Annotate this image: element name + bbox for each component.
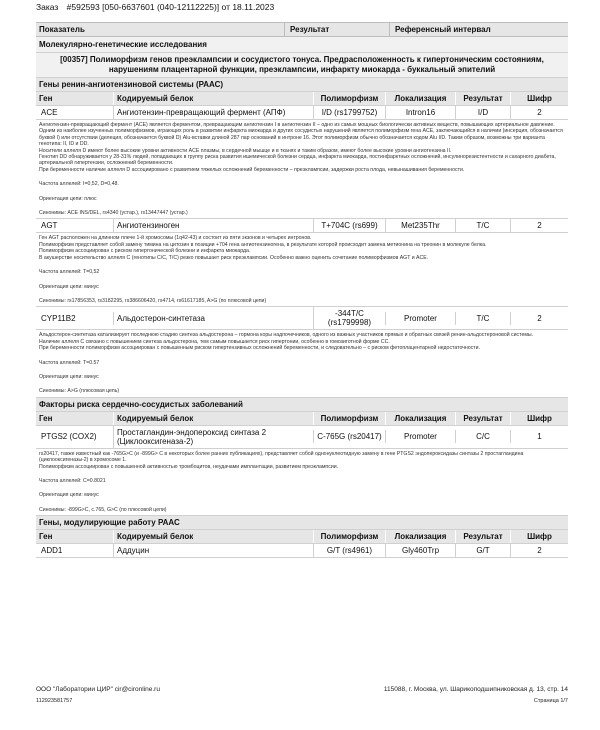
section-title: Молекулярно-генетические исследования: [36, 37, 568, 53]
gene-gene: ADD1: [41, 546, 63, 556]
order-line: [36, 2, 274, 12]
description-paragraph: Одним из наиболее изученных полиморфизмов, играющих роль в развитии инфаркта миокарда и других сосудистых нарушений является полиморфизм гена ACE, заключающийся в наличии (инсерция, обозначается буквой I) или отсутствии (делеция, обозначается буквой D) Alu-вставки длиной 287 пар оснований в интроне 16. Этот полиморфизм обычно обозначается кодом Alu I/D. Таким образом, возможны три варианта генотипа: II, ID и DD.: [39, 128, 563, 148]
allele-frequency: Частота аллелей: T=0,52: [39, 269, 100, 276]
gene-result: C/C: [455, 430, 510, 443]
spacer: [39, 499, 565, 507]
description-paragraph: Генотип DD обнаруживается у 28-31% людей, попадающих в группу риска развития ишемической болезни сердца, инфаркта миокарда, постинфарктных осложнений, инсулинорезистентности и сахарного диабета, артериальной гипертензии, осложнений беременности.: [39, 154, 556, 167]
spacer: [39, 470, 565, 478]
gene-polymorphism: C-765G (rs20417): [313, 430, 385, 443]
gene-groups: [36, 78, 568, 558]
gene-row: [36, 219, 568, 233]
synonyms: Синонимы: A>G (плюсовая цепь): [39, 388, 120, 395]
gene-result: G/T: [455, 544, 510, 557]
gene-gene: CYP11B2: [41, 313, 76, 323]
spacer: [39, 380, 565, 388]
description-paragraph: Полиморфизм представляет собой замену тимина на цитозин в позиции +704 гена ангиотензиногена, в результате которой происходит замена метионина на треонин в молекуле белка.: [39, 241, 487, 248]
chain-orientation: Ориентация цепи: плюс: [39, 195, 97, 202]
synonyms: Синонимы: ACE INS/DEL, rs4340 (устар.), rs13447447 (устар.): [39, 210, 188, 217]
description-paragraph: Альдостерон-синтетаза катализирует последнюю стадию синтеза альдостерона – гормона коры надпочечников, одного из важных участников прямых и обратных связей ренин-альдостероновой системы.: [39, 332, 534, 339]
column-header-polymorphism: Полиморфизм: [313, 92, 385, 105]
column-header-row: [36, 92, 568, 106]
gene-protein: Аддуцин: [113, 544, 313, 557]
column-header-result: Результат: [455, 530, 510, 543]
gene-location: Promoter: [385, 430, 455, 443]
header-reference: Референсный интервал: [389, 23, 568, 36]
description-paragraph: Ангиотензин-превращающий фермент (ACE) является ферментом, превращающим ангиотензин I в ангиотензин II – одно из самых мощных биологически активных веществ, повышающих артериальное давление.: [39, 122, 555, 128]
gene-location: Gly460Trp: [385, 544, 455, 557]
allele-frequency: Частота аллелей: C=0.8021: [39, 477, 106, 484]
spacer: [39, 484, 565, 492]
gene-location: Promoter: [385, 312, 455, 325]
spacer: [39, 188, 565, 196]
column-header-protein: Кодируемый белок: [113, 412, 313, 425]
gene-polymorphism: T+704C (rs699): [313, 219, 385, 232]
column-header-protein: Кодируемый белок: [113, 92, 313, 105]
gene-description: [36, 330, 568, 397]
page-footer: [36, 686, 568, 704]
footer-page: Страница 1/7: [533, 698, 568, 704]
column-header-cipher: Шифр: [510, 92, 568, 105]
description-paragraph: Наличие аллеля C связано с повышением синтеза альдостерона, тем самым повышается риск гипертонии, особенно в гомозиготной форме CC.: [39, 338, 390, 345]
gene-polymorphism: G/T (rs4961): [313, 544, 385, 557]
description-paragraph: Ген AGT расположен на длинном плече 1-й хромосомы (1q42-43) и состоит из пяти экзонов и четырех интронов.: [39, 235, 312, 242]
gene-cipher: 2: [510, 544, 568, 557]
column-header-cipher: Шифр: [510, 530, 568, 543]
gene-row: [36, 426, 568, 449]
order-label: Заказ: [36, 2, 59, 12]
column-header-location: Локализация: [385, 92, 455, 105]
chain-orientation: Ориентация цепи: минус: [39, 283, 99, 290]
column-header-polymorphism: Полиморфизм: [313, 412, 385, 425]
gene-protein: Альдостерон-синтетаза: [113, 312, 313, 325]
gene-result: T/C: [455, 312, 510, 325]
column-header-gene: Ген: [39, 532, 53, 542]
allele-frequency: Частота аллелей: T=0.57: [39, 359, 100, 366]
footer-address: 115088, г. Москва, ул. Шарикоподшипниковская д. 13, стр. 14: [383, 686, 568, 693]
description-paragraph: В акушерстве носительство аллеля C (генотипы C/C, T/C) резко повышает риск преэклампсии. Особенно важно оценить сочетание полиморфизмов AGT и ACE.: [39, 254, 429, 261]
gene-row: [36, 544, 568, 558]
description-paragraph: Носители аллеля D имеют более высокие уровни активности ACE плазмы, в сердечной мышце и в тканях и таким образом, имеют более высокие уровни ангиотензина II.: [39, 147, 452, 154]
header-indicator: Показатель: [39, 25, 85, 34]
spacer: [39, 261, 565, 269]
gene-location: Met235Thr: [385, 219, 455, 232]
column-header-location: Локализация: [385, 412, 455, 425]
gene-cipher: 2: [510, 106, 568, 119]
gene-gene: AGT: [41, 221, 58, 231]
table-header: [36, 22, 568, 37]
order-number: #592593 [050-6637601 (040-12112225)] от 18.11.2023: [66, 2, 275, 12]
gene-protein: Ангиотензиноген: [113, 219, 313, 232]
spacer: [39, 202, 565, 210]
gene-gene: PTGS2 (COX2): [41, 432, 97, 442]
synonyms: Синонимы: -899G>C, c.765, G>C (по плюсовой цепи): [39, 506, 167, 513]
spacer: [39, 366, 565, 374]
column-header-result: Результат: [455, 92, 510, 105]
gene-location: Intron16: [385, 106, 455, 119]
group-title: Факторы риска сердечно-сосудистых заболеваний: [36, 398, 568, 412]
report-table: [36, 22, 568, 558]
column-header-row: [36, 530, 568, 544]
gene-polymorphism: -344T/C (rs1799998): [313, 307, 385, 329]
group-title: Гены ренин-ангиотензиновой системы (РААС): [36, 78, 568, 92]
column-header-cipher: Шифр: [510, 412, 568, 425]
footer-code: 112923581757: [36, 698, 73, 704]
gene-gene: ACE: [41, 108, 58, 117]
description-paragraph: Полиморфизм ассоциирован с повышенной активностью тромбоцитов, неудачами имплантации, развитием преэклампсии.: [39, 463, 339, 470]
gene-result: T/C: [455, 219, 510, 232]
chain-orientation: Ориентация цепи: минус: [39, 373, 99, 380]
column-header-polymorphism: Полиморфизм: [313, 530, 385, 543]
gene-protein: Простагландин-эндопероксид синтаза 2 (Циклооксигеназа-2): [113, 426, 313, 448]
gene-row: [36, 307, 568, 330]
allele-frequency: Частота аллелей: I=0,52, D=0,48.: [39, 181, 119, 188]
column-header-protein: Кодируемый белок: [113, 530, 313, 543]
column-header-location: Локализация: [385, 530, 455, 543]
gene-protein: Ангиотензин-превращающий фермент (АПФ): [113, 106, 313, 119]
gene-description: [36, 233, 568, 307]
description-paragraph: При беременности наличие аллеля D ассоциировано с развитием тяжелых осложнений беременности – преэклампсии, задержки роста плода, невынашивания беременности.: [39, 166, 465, 173]
gene-cipher: 2: [510, 312, 568, 325]
description-paragraph: Полиморфизм ассоциирован с риском гипертонической болезни и инфаркта миокарда.: [39, 248, 251, 255]
spacer: [39, 352, 565, 360]
description-paragraph: При беременности полиморфизм ассоциирован с повышенным риском гипертензивных осложнений беременности, и следовательно – с риском фетоплацентарной недостаточности.: [39, 345, 480, 352]
test-title: [00357] Полиморфизм генов преэклампсии и сосудистого тонуса. Предрасположенность к гипертоническим состояниям, нарушениям плацентарной функции, преэклампсии, инфаркту миокарда - буккальный эпителий: [36, 53, 568, 78]
header-result: Результат: [284, 23, 389, 36]
gene-row: [36, 106, 568, 120]
gene-cipher: 2: [510, 219, 568, 232]
synonyms: Синонимы: rs17856353, rs3182295, rs386606420, rs4714, rs61617185, A>G (по плюсовой цепи): [39, 297, 267, 304]
description-paragraph: rs20417, также известный как -765G>C (и -899G> C в некоторых более ранних публикациях), представляет собой однонуклеотидную замену в гене PTGS2 эндопероксидазы синтазы 2 простагландина (циклооксигеназы-2) в хромосоме 1.: [39, 450, 524, 464]
spacer: [39, 290, 565, 298]
footer-lab: ООО "Лаборатории ЦИР" cir@cironline.ru: [36, 686, 160, 693]
spacer: [39, 276, 565, 284]
column-header-gene: Ген: [39, 94, 53, 103]
column-header-result: Результат: [455, 412, 510, 425]
gene-cipher: 1: [510, 430, 568, 443]
column-header-gene: Ген: [39, 413, 53, 423]
gene-description: [36, 449, 568, 516]
chain-orientation: Ориентация цепи: минус: [39, 492, 99, 499]
gene-description: [36, 120, 568, 219]
gene-result: I/D: [455, 106, 510, 119]
column-header-row: [36, 412, 568, 426]
gene-polymorphism: I/D (rs1799752): [313, 106, 385, 119]
group-title: Гены, модулирующие работу РААС: [36, 516, 568, 530]
